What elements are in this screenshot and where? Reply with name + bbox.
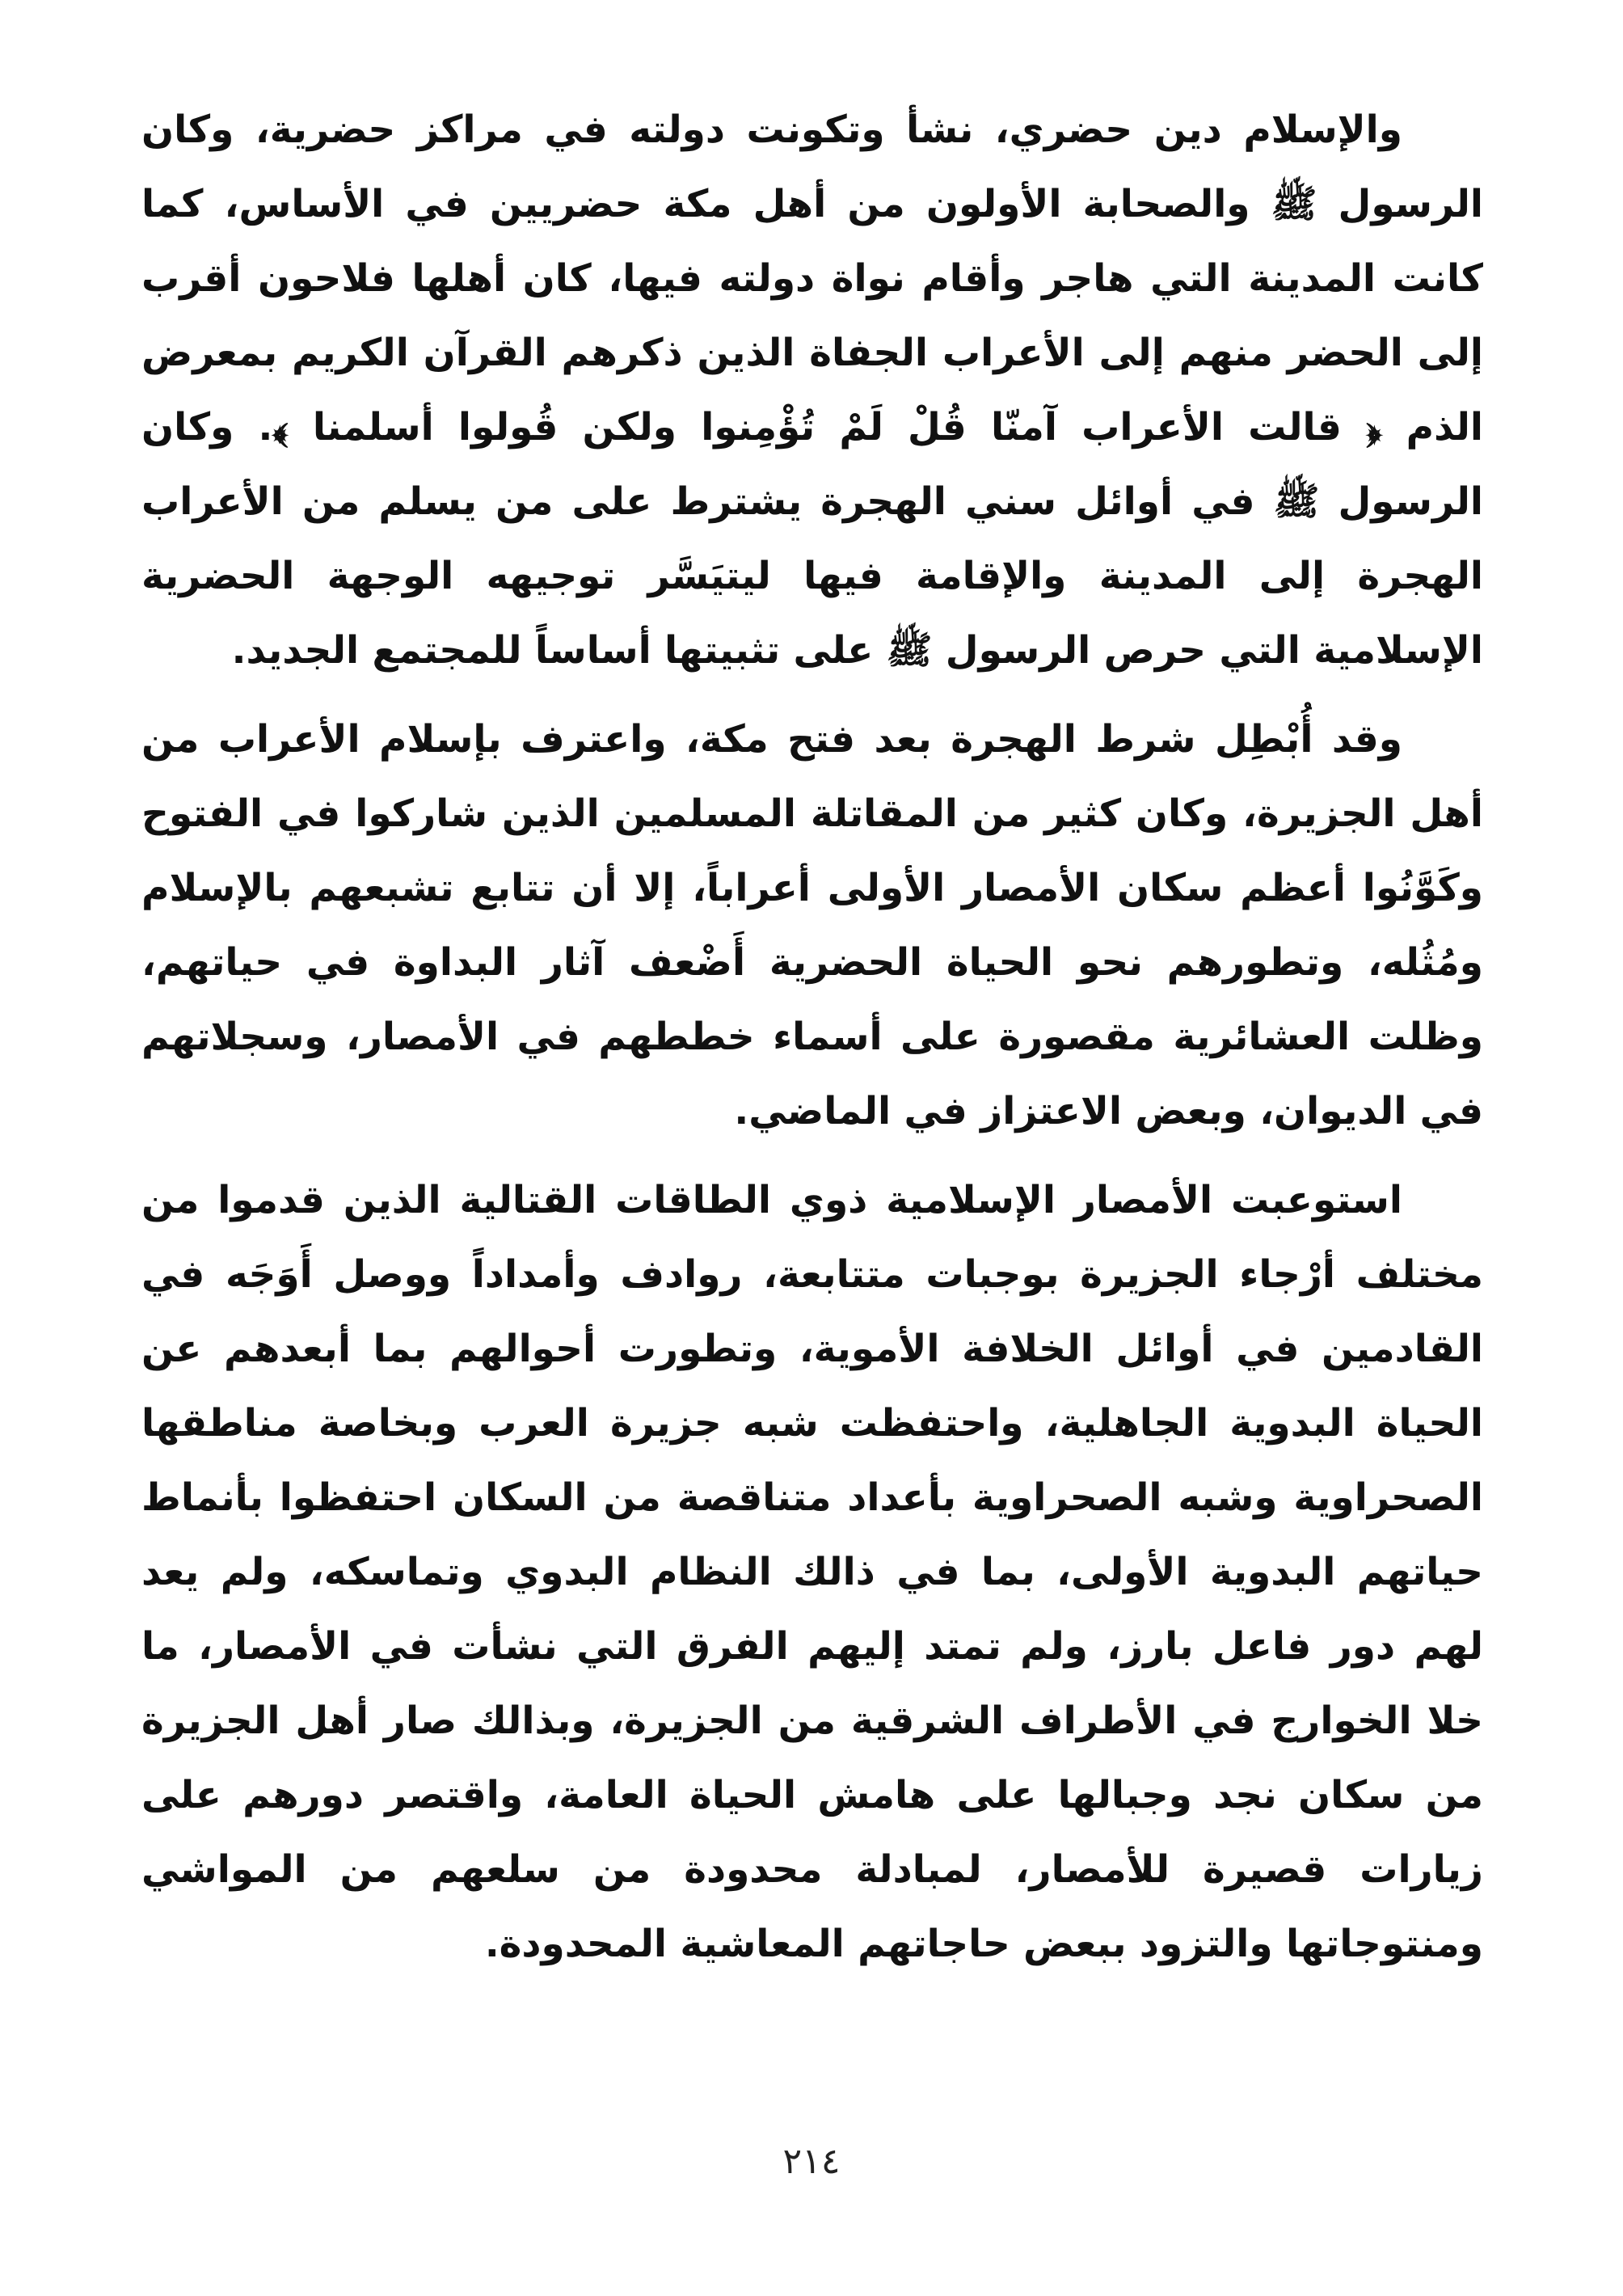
paragraph-2: وقد أُبْطِل شرط الهجرة بعد فتح مكة، واعترف بإسلام الأعراب من أهل الجزيرة، وكان كثير من المقاتلة المسلمين الذين شاركوا في الفتوح وكَوَّنُوا أعظم سكان الأمصار الأولى أعراباً، إلا أن تتابع تشبعهم بالإسلام ومُثُله، وتطورهم نحو الحياة الحضرية أَضْعف آثار البداوة في حياتهم، وظلت العشائرية مقصورة على أسماء خططهم في الأمصار، وسجلاتهم في الديوان، وبعض الاعتزاز في الماضي. <box>141 717 1483 1133</box>
paragraph-1: والإسلام دين حضري، نشأ وتكونت دولته في مراكز حضرية، وكان الرسول ﷺ والصحابة الأولون من أهل مكة حضريين في الأساس، كما كانت المدينة التي هاجر وأقام نواة دولته فيها، كان أهلها فلاحون أقرب إلى الحضر منهم إلى الأعراب الجفاة الذين ذكرهم القرآن الكريم بمعرض الذم ﴿ قالت الأعراب آمنّا قُلْ لَمْ تُؤْمِنوا ولكن قُولوا أسلمنا ﴾. وكان الرسول ﷺ في أوائل سني الهجرة يشترط على من يسلم من الأعراب الهجرة إلى المدينة والإقامة فيها ليتيَسَّر توجيهه الوجهة الحضرية الإسلامية التي حرص الرسول ﷺ على تثبيتها أساساً للمجتمع الجديد. <box>141 108 1483 673</box>
page-number: ٢١٤ <box>782 2141 841 2182</box>
paragraph-3: استوعبت الأمصار الإسلامية ذوي الطاقات القتالية الذين قدموا من مختلف أرْجاء الجزيرة بوجبات متتابعة، روادف وأمداداً ووصل أَوَجَه في القادمين في أوائل الخلافة الأموية، وتطورت أحوالهم بما أبعدهم عن الحياة البدوية الجاهلية، واحتفظت شبه جزيرة العرب وبخاصة مناطقها الصحراوية وشبه الصحراوية بأعداد متناقصة من السكان احتفظوا بأنماط حياتهم البدوية الأولى، بما في ذالك النظام البدوي وتماسكه، ولم يعد لهم دور فاعل بارز، ولم تمتد إليهم الفرق التي نشأت في الأمصار، ما خلا الخوارج في الأطراف الشرقية من الجزيرة، وبذالك صار أهل الجزيرة من سكان نجد وجبالها على هامش الحياة العامة، واقتصر دورهم على زيارات قصيرة للأمصار، لمبادلة محدودة من سلعهم من المواشي ومنتوجاتها والتزود ببعض حاجاتهم المعاشية المحدودة. <box>141 1178 1483 1966</box>
body-text <box>141 93 1483 1982</box>
